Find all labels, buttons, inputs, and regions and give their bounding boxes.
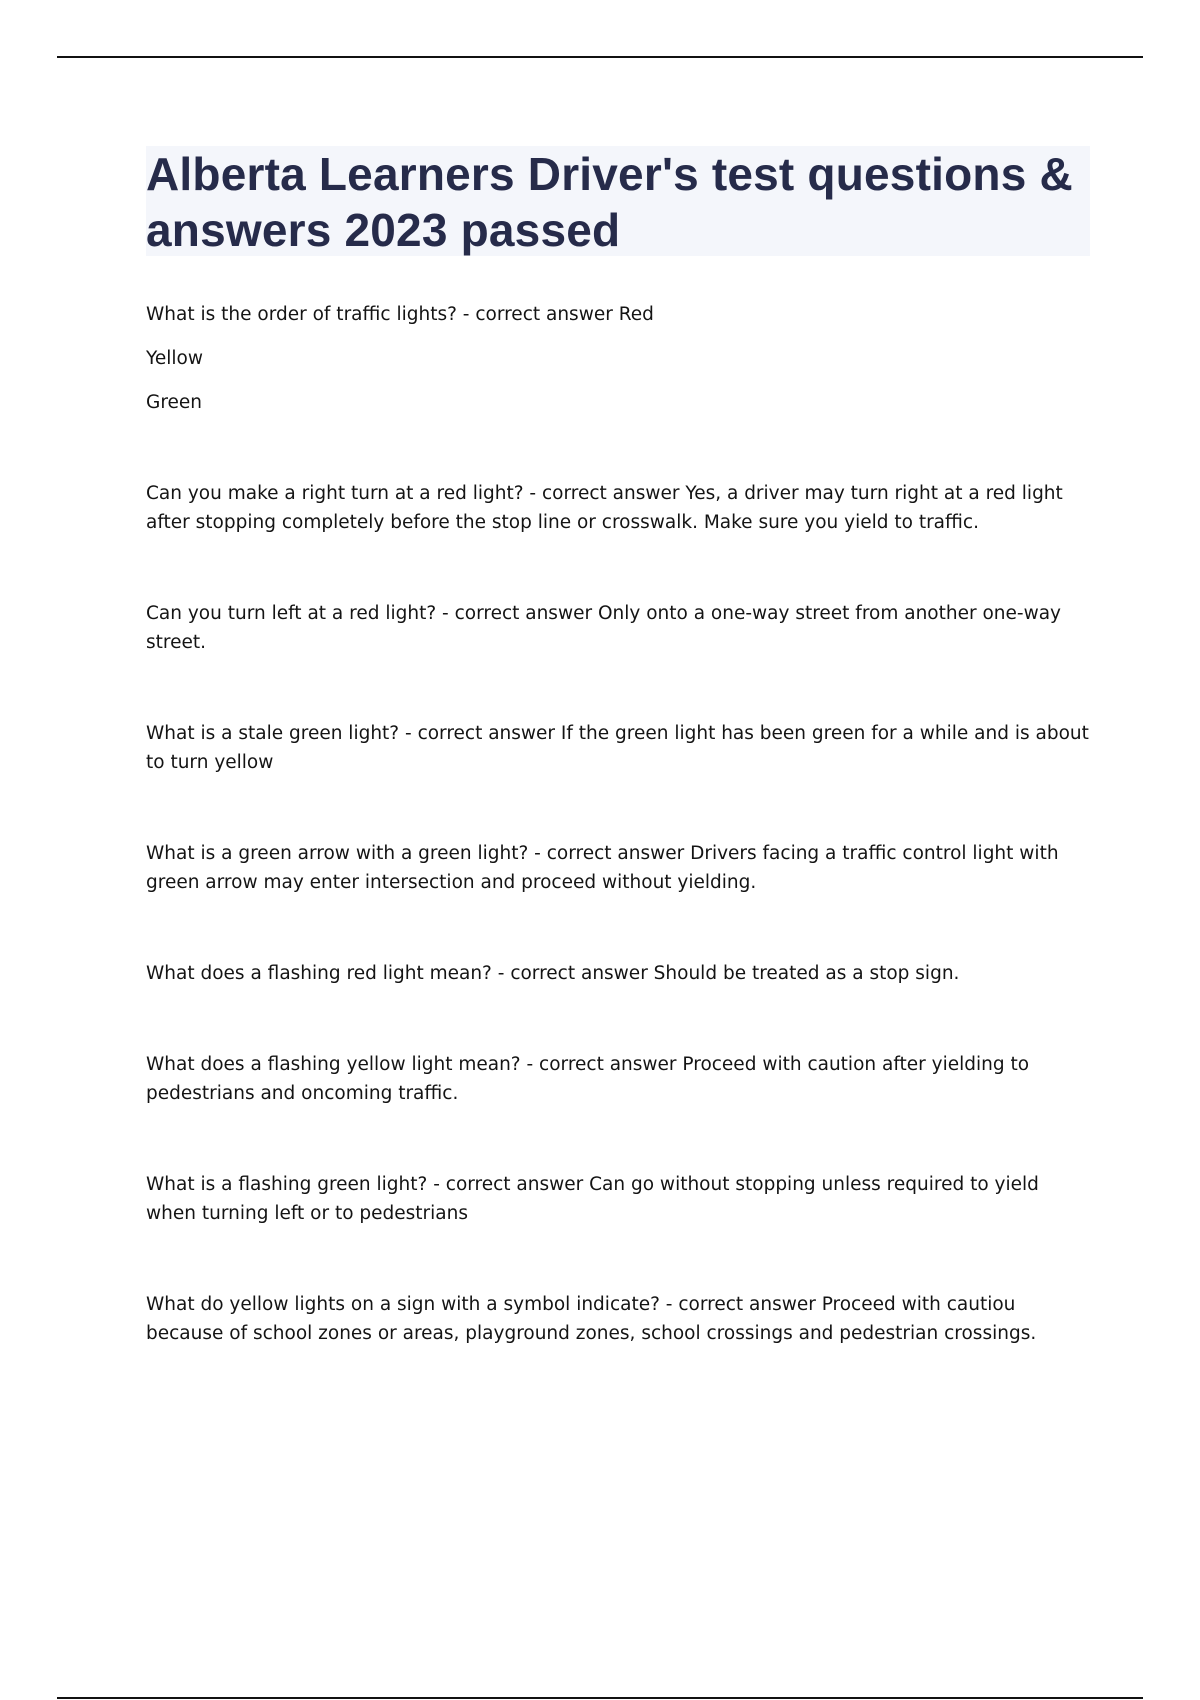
qa-answer-line-green: Green <box>146 392 203 413</box>
qa-yellow-sign-symbol: What do yellow lights on a sign with a symbol indicate? - correct answer Proceed with cautiou because of school zones or areas, playground zones, school crossings and pedestrian crossings. <box>146 1294 1037 1344</box>
qa-green-arrow: What is a green arrow with a green light? - correct answer Drivers facing a traffic control light with green arrow may enter intersection and proceed without yielding. <box>146 843 1059 893</box>
document-title: Alberta Learners Driver's test questions & answers 2023 passed <box>146 148 1073 256</box>
title-block <box>146 146 1090 256</box>
qa-right-turn-red: Can you make a right turn at a red light? - correct answer Yes, a driver may turn right at a red light after stopping completely before the stop line or crosswalk. Make sure you yield to traffic. <box>146 483 1063 533</box>
qa-stale-green: What is a stale green light? - correct answer If the green light has been green for a while and is about to turn yellow <box>146 723 1089 773</box>
qa-flashing-red: What does a flashing red light mean? - correct answer Should be treated as a stop sign. <box>146 963 960 984</box>
top-divider <box>57 56 1143 58</box>
qa-flashing-green: What is a flashing green light? - correct answer Can go without stopping unless required to yield when turning left or to pedestrians <box>146 1174 1039 1224</box>
bottom-divider <box>57 1697 1143 1699</box>
qa-list <box>146 300 1090 1348</box>
qa-answer-line-yellow: Yellow <box>146 348 203 369</box>
qa-flashing-yellow: What does a flashing yellow light mean? - correct answer Proceed with caution after yielding to pedestrians and oncoming traffic. <box>146 1054 1030 1104</box>
qa-left-turn-red: Can you turn left at a red light? - correct answer Only onto a one-way street from another one-way street. <box>146 603 1061 653</box>
qa-traffic-light-order: What is the order of traffic lights? - correct answer Red <box>146 304 654 325</box>
